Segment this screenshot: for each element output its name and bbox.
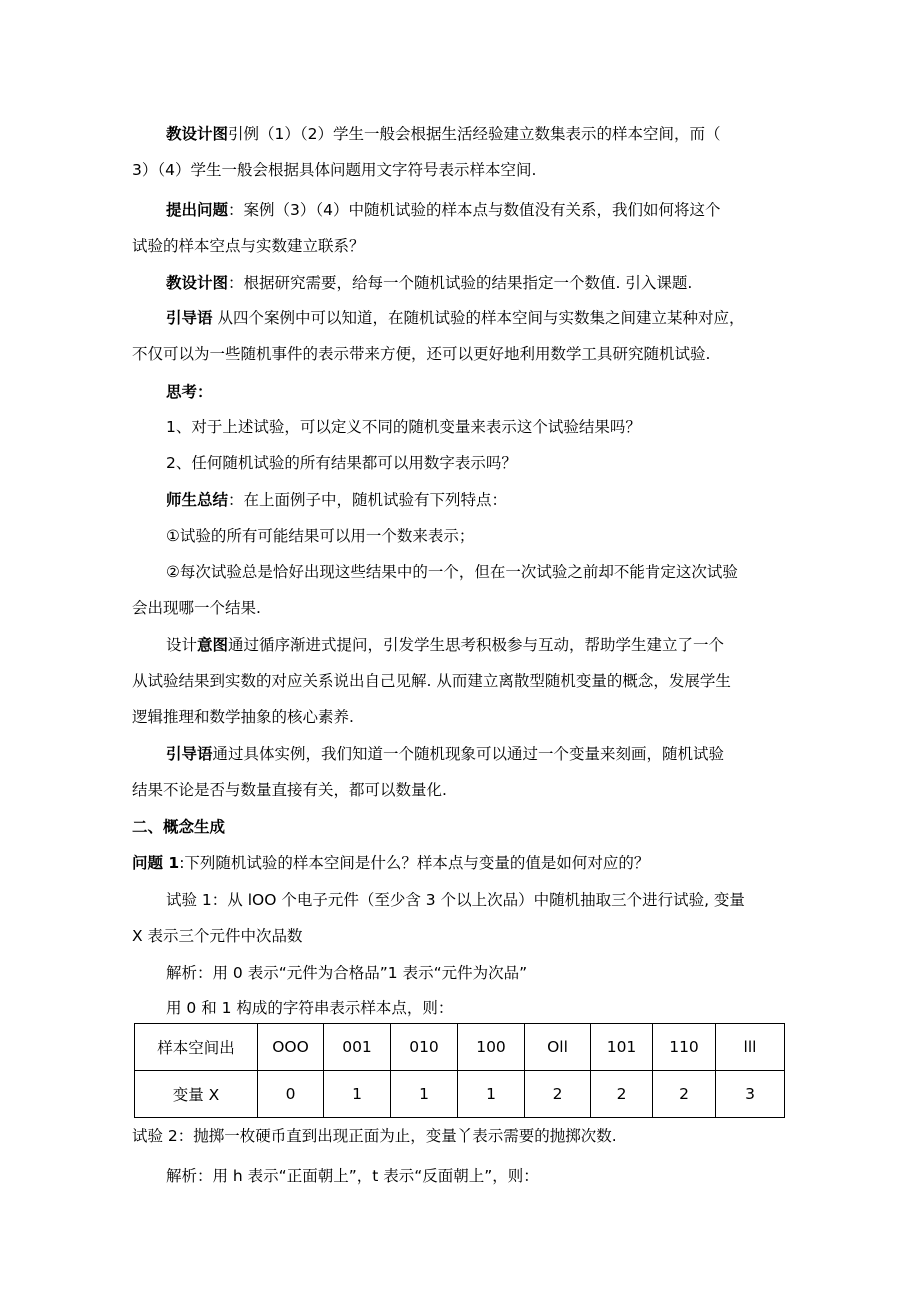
paragraph-design-intent-2: 教设计图：根据研究需要，给每一个随机试验的结果指定一个数值. 引入课题. [166,274,693,292]
table-cell: OOO [258,1024,324,1071]
sample-space-table [134,1023,785,1118]
paragraph-guide-2: 引导语通过具体实例，我们知道一个随机现象可以通过一个变量来刻画，随机试验 [166,745,725,763]
paragraph-line: 逻辑推理和数学抽象的核心素养. [132,708,354,726]
label: 提出问题 [166,201,229,219]
table-cell: 2 [525,1071,591,1118]
table-cell: Oll [525,1024,591,1071]
table-cell: 100 [458,1024,525,1071]
table-cell: 010 [391,1024,458,1071]
paragraph-design-intent-3: 设计意图通过循序渐进式提问，引发学生思考积极参与互动，帮助学生建立了一个 [166,636,725,654]
table-row [135,1024,785,1071]
question-1: 1、对于上述试验，可以定义不同的随机变量来表示这个试验结果吗？ [166,418,641,436]
table-row [135,1071,785,1118]
question-2: 2、任何随机试验的所有结果都可以用数字表示吗？ [166,454,517,472]
paragraph-line: 会出现哪一个结果. [132,599,261,617]
table-cell: 3 [716,1071,785,1118]
section-heading: 二、概念生成 [132,818,226,836]
paragraph-summary: 师生总结：在上面例子中，随机试验有下列特点： [166,491,508,509]
paragraph-line: 3）（4）学生一般会根据具体问题用文字符号表示样本空间. [132,161,537,179]
paragraph-design-intent-1: 教设计图引例（1）（2）学生一般会根据生活经验建立数集表示的样本空间，而（ [166,125,721,143]
label: 师生总结 [166,491,229,509]
table-cell: 1 [458,1071,525,1118]
table-cell: 样本空间出 [135,1024,258,1071]
table-cell: 110 [653,1024,716,1071]
feature-2: ②每次试验总是恰好出现这些结果中的一个，但在一次试验之前却不能肯定这次试验 [166,563,738,581]
table-cell: 101 [591,1024,653,1071]
analysis-1: 解析：用 0 表示“元件为合格品”1 表示“元件为次品” [166,964,528,982]
paragraph-line: 结果不论是否与数量直接有关，都可以数量化. [132,781,447,799]
paragraph-guide-1: 引导语 从四个案例中可以知道，在随机试验的样本空间与实数集之间建立某种对应， [166,309,745,327]
label: 教设计图 [166,125,229,143]
table-cell: 变量 X [135,1071,258,1118]
paragraph-line: 从试验结果到实数的对应关系说出自己见解. 从而建立离散型随机变量的概念，发展学生 [132,672,731,690]
problem-1: 问题 1:下列随机试验的样本空间是什么？样本点与变量的值是如何对应的？ [132,854,650,872]
string-description: 用 0 和 1 构成的字符串表示样本点，则： [166,999,454,1017]
table-cell: 0 [258,1071,324,1118]
trial-1: 试验 1：从 lOO 个电子元件（至少含 3 个以上次品）中随机抽取三个进行试验, 变量 [166,891,745,909]
paragraph-line: 不仅可以为一些随机事件的表示带来方便，还可以更好地利用数学工具研究随机试验. [132,345,711,363]
table-cell: 2 [591,1071,653,1118]
analysis-2: 解析：用 h 表示“正面朝上”，t 表示“反面朝上”，则： [166,1167,539,1185]
table-cell: 001 [324,1024,391,1071]
trial-2: 试验 2：抛掷一枚硬币直到出现正面为止，变量丫表示需要的抛掷次数. [132,1127,617,1145]
paragraph-question: 提出问题：案例（3）（4）中随机试验的样本点与数值没有关系，我们如何将这个 [166,201,721,219]
table-cell: lll [716,1024,785,1071]
label: 教设计图 [166,274,229,292]
table-cell: 1 [391,1071,458,1118]
paragraph-line: 试验的样本空点与实数建立联系？ [132,237,365,255]
paragraph-line: X 表示三个元件中次品数 [132,927,303,945]
feature-1: ①试验的所有可能结果可以用一个数来表示； [166,527,475,545]
label: 问题 1 [132,854,180,872]
table-cell: 1 [324,1071,391,1118]
label: 引导语 [166,309,213,327]
label: 引导语 [166,745,213,763]
table-cell: 2 [653,1071,716,1118]
heading-think: 思考： [166,383,213,401]
